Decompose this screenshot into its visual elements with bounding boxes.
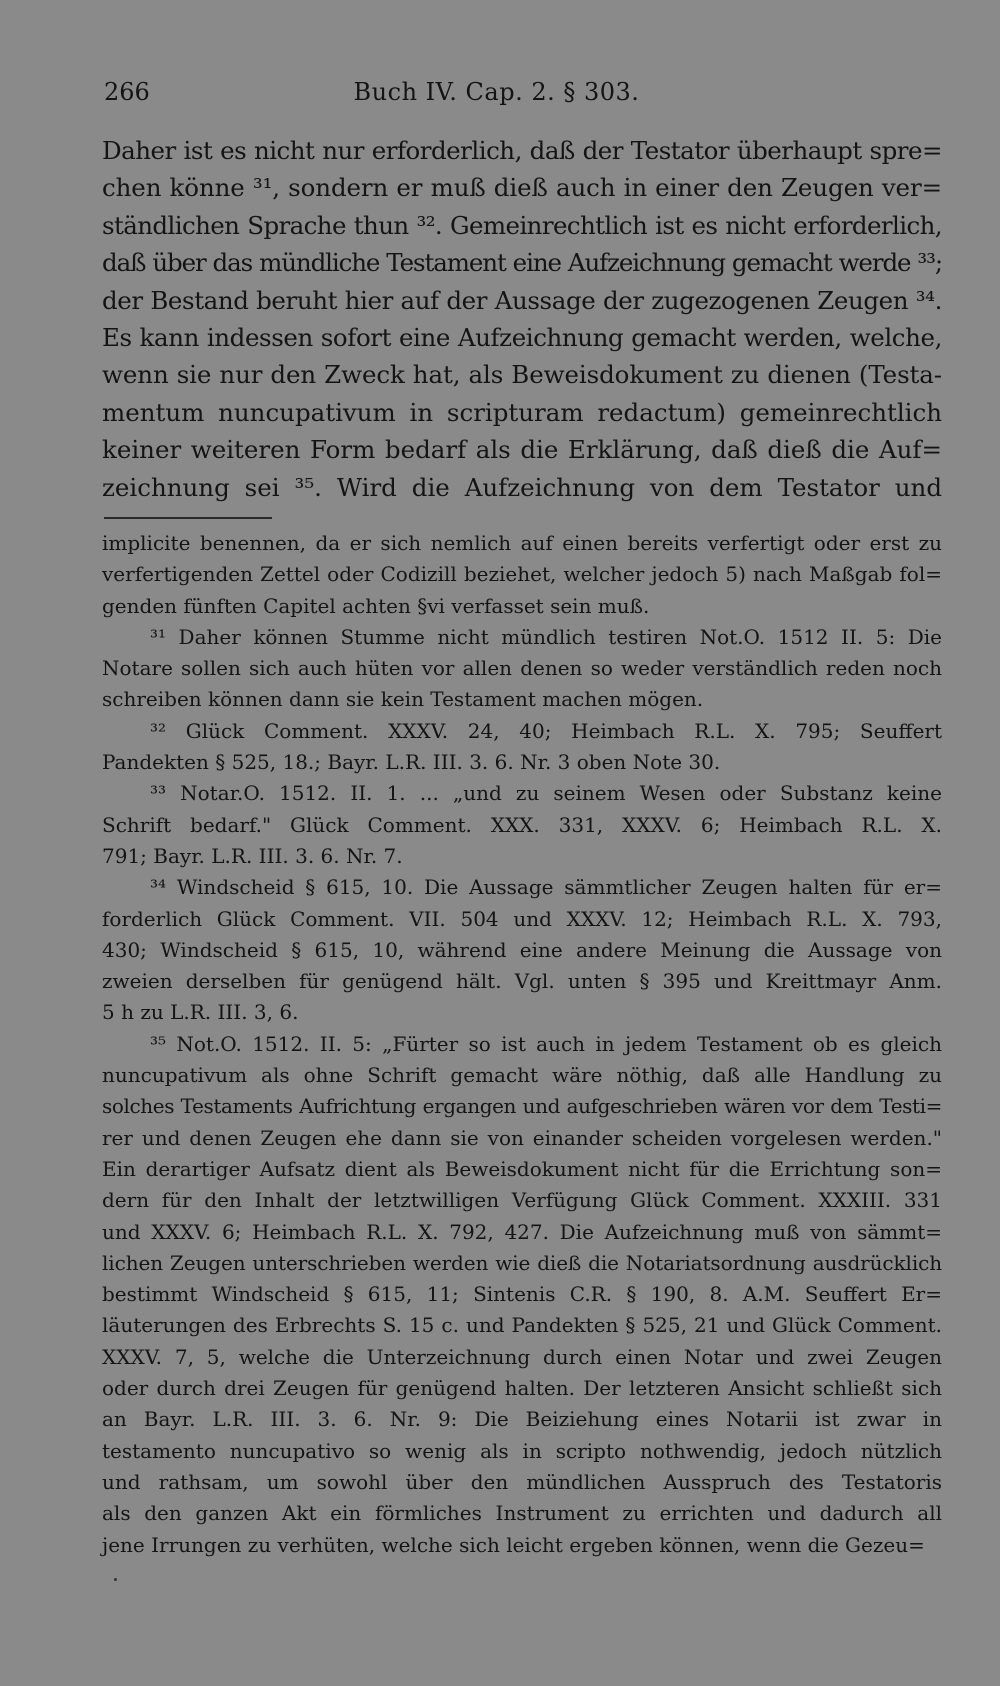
- footnotes: [102, 528, 942, 1561]
- footnote-line: implicite benennen, da er sich nemlich auf einen bereits verfertigt oder erst zu: [102, 531, 942, 555]
- footnote-line: nuncupativum als ohne Schrift gemacht wäre nöthig, daß alle Handlung zu: [102, 1063, 942, 1088]
- footnote-line: Ein derartiger Aufsatz dient als Beweisdokument nicht für die Errichtung son=: [102, 1156, 942, 1181]
- footnote-line: XXXV. 7, 5, welche die Unterzeichnung durch einen Notar und zwei Zeugen: [102, 1344, 942, 1369]
- print-speck: [114, 1578, 117, 1581]
- footnote-line: testamento nuncupativo so wenig als in scripto nothwendig, jedoch nützlich: [102, 1438, 942, 1463]
- text-line: wenn sie nur den Zweck hat, als Beweisdokument zu dienen (Testa-: [102, 360, 942, 390]
- footnote-32: ³² Glück Comment. XXXV. 24, 40; Heimbach R.L. X. 795; Seuffert: [150, 718, 942, 743]
- footnote-line: 5 h zu L.R. III. 3, 6.: [102, 1000, 299, 1025]
- main-text: [102, 132, 942, 506]
- footnote-line: Schrift bedarf." Glück Comment. XXX. 331, XXXV. 6; Heimbach R.L. X.: [102, 812, 942, 837]
- footnote-line: genden fünften Capitel achten §vi verfasset sein muß.: [102, 593, 650, 618]
- text-line: der Bestand beruht hier auf der Aussage der zugezogenen Zeugen ³⁴.: [102, 285, 942, 315]
- footnote-line: schreiben können dann sie kein Testament machen mögen.: [102, 687, 704, 712]
- footnote-line: oder durch drei Zeugen für genügend halten. Der letzteren Ansicht schließt sich: [102, 1376, 942, 1401]
- text-line: zeichnung sei ³⁵. Wird die Aufzeichnung von dem Testator und: [102, 472, 942, 502]
- text-line: daß über das mündliche Testament eine Aufzeichnung gemacht werde ³³;: [102, 248, 942, 278]
- footnote-line: 430; Windscheid § 615, 10, während eine andere Meinung die Aussage von: [102, 937, 942, 962]
- footnote-line: als den ganzen Akt ein förmliches Instrument zu errichten und dadurch all: [102, 1501, 942, 1526]
- text-line: Es kann indessen sofort eine Aufzeichnung gemacht werden, welche,: [102, 323, 942, 353]
- footnote-35: ³⁵ Not.O. 1512. II. 5: „Fürter so ist auch in jedem Testament ob es gleich: [150, 1031, 942, 1056]
- footnote-line: dern für den Inhalt der letztwilligen Verfügung Glück Comment. XXXIII. 331: [102, 1188, 942, 1213]
- footnote-33: ³³ Notar.O. 1512. II. 1. ... „und zu seinem Wesen oder Substanz keine: [150, 781, 942, 806]
- footnote-line: an Bayr. L.R. III. 3. 6. Nr. 9: Die Beiziehung eines Notarii ist zwar in: [102, 1407, 942, 1432]
- footnote-line: rer und denen Zeugen ehe dann sie von einander scheiden vorgelesen werden.": [102, 1125, 942, 1150]
- footnote-line: lichen Zeugen unterschrieben werden wie dieß die Notariatsordnung ausdrücklich: [102, 1250, 942, 1275]
- footnote-line: zweien derselben für genügend hält. Vgl. unten § 395 und Kreittmayr Anm.: [102, 969, 942, 994]
- footnote-line: solches Testaments Aufrichtung ergangen und aufgeschrieben wären vor dem Testi=: [102, 1094, 942, 1119]
- page-number: 266: [104, 78, 150, 106]
- footnote-line: und rathsam, um sowohl über den mündlichen Ausspruch des Testatoris: [102, 1469, 942, 1494]
- text-line: mentum nuncupativum in scripturam redactum) gemeinrechtlich: [102, 397, 942, 427]
- footnote-31: ³¹ Daher können Stumme nicht mündlich testiren Not.O. 1512 II. 5: Die: [150, 624, 942, 649]
- footnote-line: verfertigenden Zettel oder Codizill beziehet, welcher jedoch 5) nach Maßgab fol=: [102, 562, 942, 587]
- footnote-line: läuterungen des Erbrechts S. 15 c. und Pandekten § 525, 21 und Glück Comment.: [102, 1313, 942, 1338]
- running-title: Buch IV. Cap. 2. § 303.: [353, 78, 640, 106]
- footnote-line: forderlich Glück Comment. VII. 504 und XXXV. 12; Heimbach R.L. X. 793,: [102, 906, 942, 931]
- page-header: [104, 78, 889, 114]
- text-line: chen könne ³¹, sondern er muß dieß auch in einer den Zeugen ver=: [102, 173, 942, 203]
- footnote-line: 791; Bayr. L.R. III. 3. 6. Nr. 7.: [102, 843, 403, 868]
- footnote-34: ³⁴ Windscheid § 615, 10. Die Aussage sämmtlicher Zeugen halten für er=: [150, 875, 942, 900]
- footnote-line: Notare sollen sich auch hüten vor allen denen so weder verständlich reden noch: [102, 656, 942, 681]
- footnote-separator: [104, 517, 272, 519]
- text-line: ständlichen Sprache thun ³². Gemeinrechtlich ist es nicht erforderlich,: [102, 210, 942, 240]
- footnote-line: und XXXV. 6; Heimbach R.L. X. 792, 427. Die Aufzeichnung muß von sämmt=: [102, 1219, 942, 1244]
- footnote-line: jene Irrungen zu verhüten, welche sich leicht ergeben können, wenn die Gezeu=: [102, 1532, 925, 1557]
- footnote-line: bestimmt Windscheid § 615, 11; Sintenis C.R. § 190, 8. A.M. Seuffert Er=: [102, 1282, 942, 1307]
- footnote-line: Pandekten § 525, 18.; Bayr. L.R. III. 3. 6. Nr. 3 oben Note 30.: [102, 750, 721, 775]
- text-line: Daher ist es nicht nur erforderlich, daß der Testator überhaupt spre=: [102, 136, 942, 165]
- text-line: keiner weiteren Form bedarf als die Erklärung, daß dieß die Auf=: [102, 435, 942, 465]
